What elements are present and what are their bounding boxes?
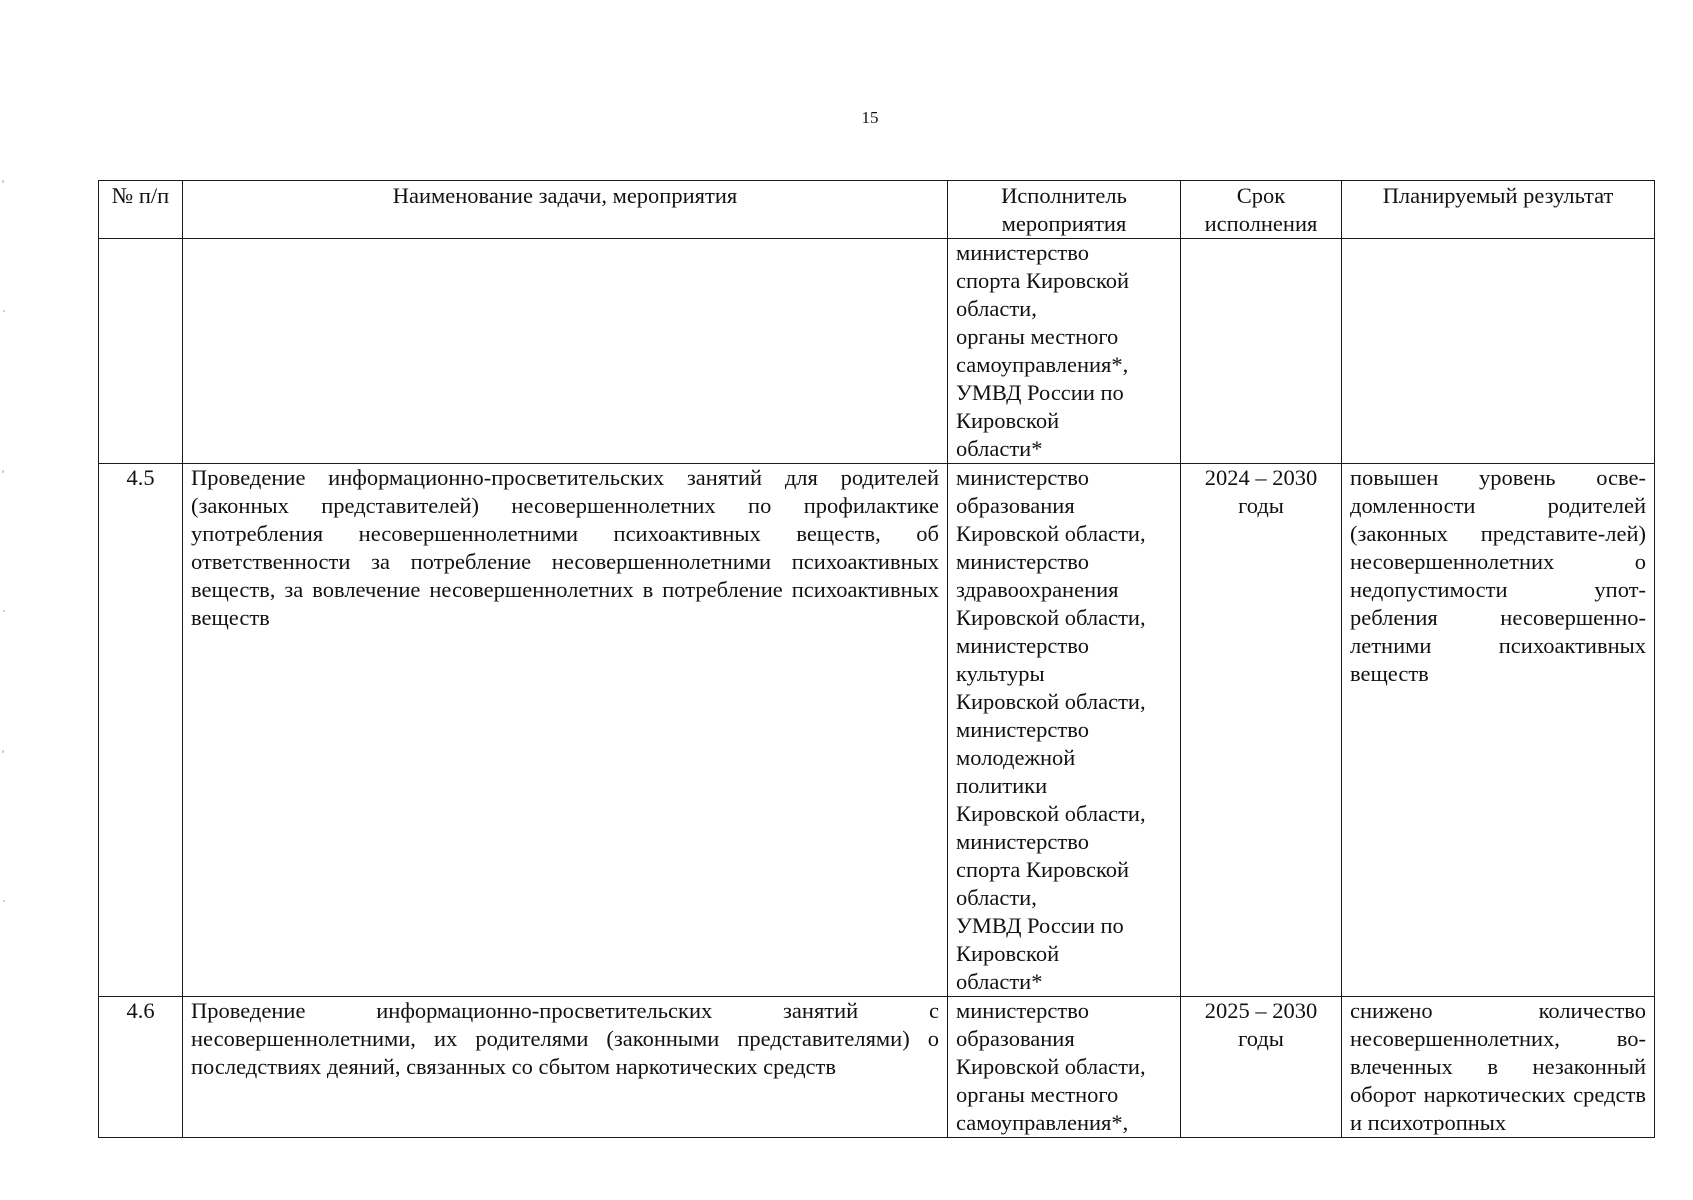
row-task: [183, 239, 948, 464]
row-executor: министерство образования Кировской области, министерство здравоохранения Кировской области, министерство культуры Кировской области, министерство молодежной политики Кировской области, министерство спорта Кировской области, УМВД России по Кировской области*: [948, 464, 1181, 997]
header-executor: Исполнитель мероприятия: [948, 181, 1181, 239]
row-result: [1342, 239, 1655, 464]
row-result: снижено количество несовершеннолетних, во-влеченных в незаконный оборот наркотических средств и психотропных: [1342, 997, 1655, 1138]
table-row: [99, 239, 1655, 464]
header-result: Планируемый результат: [1342, 181, 1655, 239]
row-task: Проведение информационно-просветительских занятий для родителей (законных представителей) несовершеннолетних по профилактике употребления несовершеннолетними психоактивных веществ, об ответственности за потребление несовершеннолетними психоактивных веществ, за вовлечение несовершеннолетних в потребление психоактивных веществ: [183, 464, 948, 997]
row-term: [1181, 239, 1342, 464]
row-term: 2025 – 2030 годы: [1181, 997, 1342, 1138]
header-term: Срок исполнения: [1181, 181, 1342, 239]
table-row: [99, 997, 1655, 1138]
table-header-row: [99, 181, 1655, 239]
scan-edge-marks: [0, 140, 8, 1040]
row-task: Проведение информационно-просветительских занятий с несовершеннолетними, их родителями (законными представителями) о последствиях деяний, связанных со сбытом наркотических средств: [183, 997, 948, 1138]
page-number: 15: [861, 108, 879, 127]
row-term: 2024 – 2030 годы: [1181, 464, 1342, 997]
action-plan-table: [98, 180, 1655, 1138]
row-executor: министерство спорта Кировской области, органы местного самоуправления*, УМВД России по Кировской области*: [948, 239, 1181, 464]
row-number: 4.5: [99, 464, 183, 997]
row-executor: министерство образования Кировской области, органы местного самоуправления*,: [948, 997, 1181, 1138]
table-row: [99, 464, 1655, 997]
row-result: повышен уровень осве-домленности родителей (законных представите-лей) несовершеннолетних о недопустимости упот-ребления несовершенно-летними психоактивных веществ: [1342, 464, 1655, 997]
header-task: Наименование задачи, мероприятия: [183, 181, 948, 239]
header-number: № п/п: [99, 181, 183, 239]
row-number: 4.6: [99, 997, 183, 1138]
row-number: [99, 239, 183, 464]
